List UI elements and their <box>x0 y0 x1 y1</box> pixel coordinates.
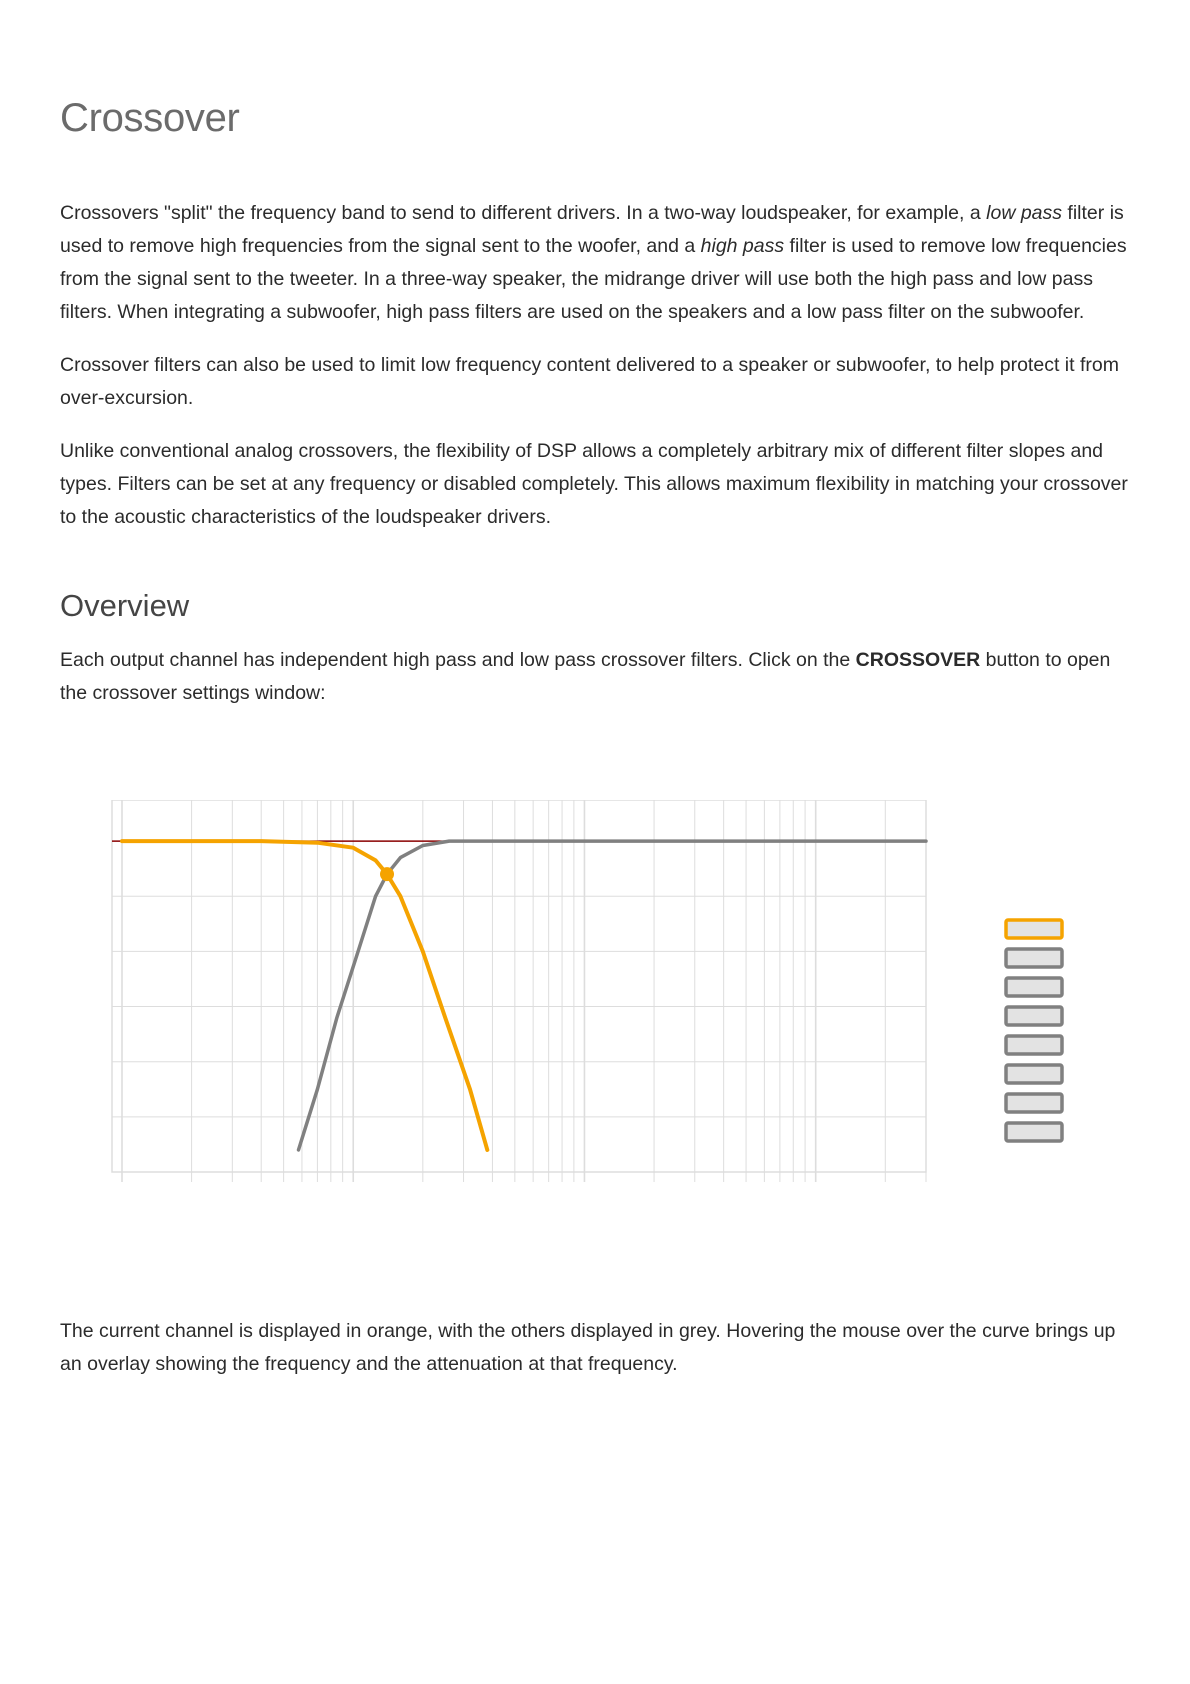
channel-selector-button-8[interactable] <box>1006 1123 1062 1141</box>
channel-selector-button-1[interactable] <box>1006 920 1062 938</box>
after-chart-text <box>60 1315 1135 1401</box>
channel-selector-button-5[interactable] <box>1006 1036 1062 1054</box>
curve-other-channel[interactable] <box>299 841 927 1150</box>
chart-frame <box>112 800 926 1172</box>
channel-selector-button-6[interactable] <box>1006 1065 1062 1083</box>
curve-current-channel[interactable] <box>122 841 487 1150</box>
channel-selector-button-3[interactable] <box>1006 978 1062 996</box>
page-title: Crossover <box>60 96 240 140</box>
channel-selector-button-7[interactable] <box>1006 1094 1062 1112</box>
intro-paragraph-2: Crossover filters can also be used to limit low frequency content delivered to a speaker or subwoofer, to help protect it from over-excursion. <box>60 354 1119 409</box>
chart-grid <box>112 800 926 1182</box>
section-heading-overview: Overview <box>60 588 190 623</box>
intro-paragraph-1: Crossovers "split" the frequency band to send to different drivers. In a two-way loudspeaker, for example, a low pass filter is used to remove high frequencies from the signal sent to the woofer, and a high pass filter is used to remove low frequencies from the signal sent to the tweeter. In a three-way speaker, the midrange driver will use both the high pass and low pass filters. When integrating a subwoofer, high pass filters are used on the speakers and a low pass filter on the subwoofer. <box>60 202 1127 323</box>
channel-selector-button-2[interactable] <box>1006 949 1062 967</box>
crossover-chart-svg[interactable] <box>108 800 1078 1220</box>
intro-paragraph-3: Unlike conventional analog crossovers, the flexibility of DSP allows a completely arbitrary mix of different filter slopes and types. Filters can be set at any frequency or disabled completely. This allows maximum flexibility in matching your crossover to the acoustic characteristics of the loudspeaker drivers. <box>60 440 1128 528</box>
crossover-point-marker[interactable] <box>380 867 394 881</box>
overview-paragraph: Each output channel has independent high pass and low pass crossover filters. Click on the CROSSOVER button to open the crossover settings window: <box>60 649 1111 704</box>
document-body <box>60 96 1135 730</box>
chart-caption-paragraph: The current channel is displayed in orange, with the others displayed in grey. Hovering the mouse over the curve brings up an overlay showing the frequency and the attenuation at that frequency. <box>60 1320 1116 1375</box>
crossover-chart <box>108 800 1078 1220</box>
channel-selector-button-4[interactable] <box>1006 1007 1062 1025</box>
channel-selector-group[interactable] <box>1006 920 1062 1141</box>
